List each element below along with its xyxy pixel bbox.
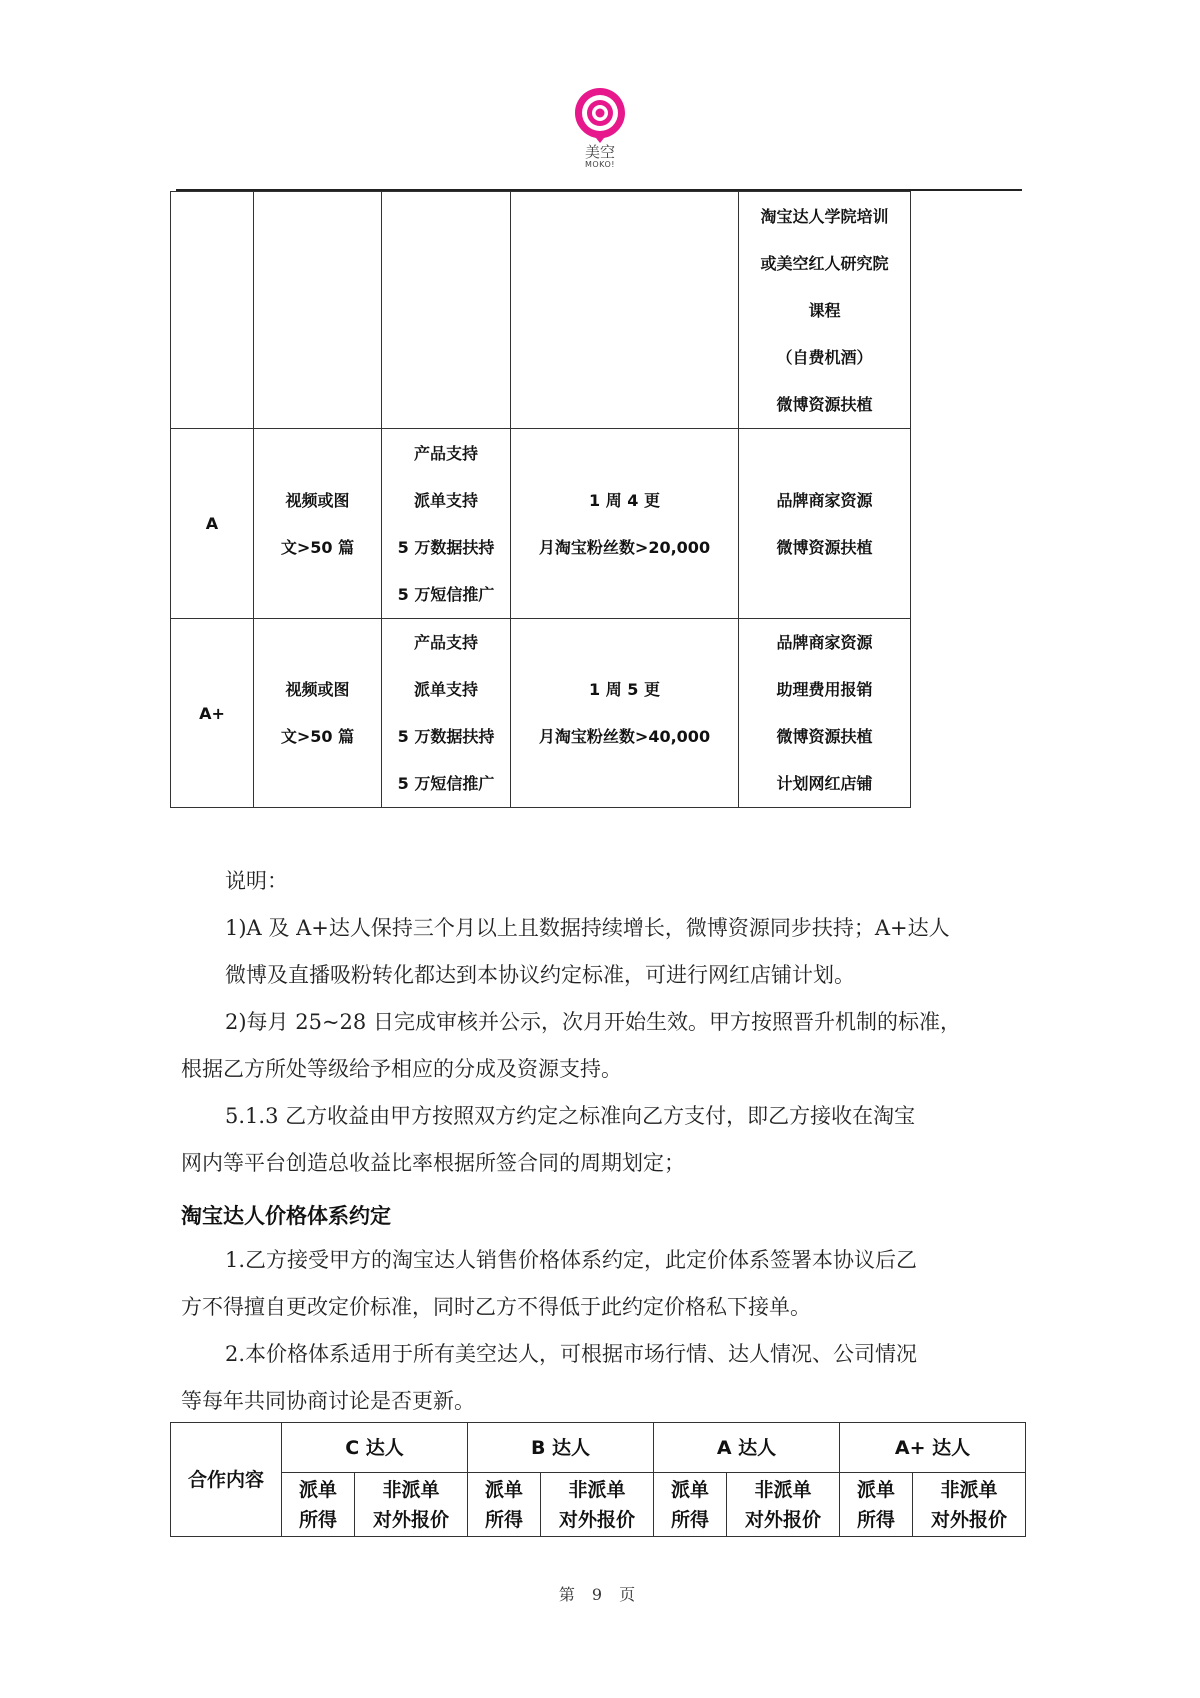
table-row [171, 429, 911, 619]
support-cell: 产品支持 派单支持 5 万数据扶持 5 万短信推广 [382, 619, 511, 808]
sub-header-dispatch: 派单 所得 [654, 1473, 727, 1537]
group-header-a-plus: A+ 达人 [840, 1423, 1026, 1473]
notes-block [181, 858, 1026, 1187]
notes-label: 说明： [225, 869, 288, 893]
level-cell: A [171, 429, 254, 619]
requirement-cell: 1 周 4 更 月淘宝粉丝数>20,000 [511, 429, 739, 619]
benefits-cell: 品牌商家资源 微博资源扶植 [739, 429, 911, 619]
content-cell: 视频或图 文>50 篇 [254, 619, 382, 808]
group-header-b: B 达人 [468, 1423, 654, 1473]
note-1-line-1: 1)A 及 A+达人保持三个月以上且数据持续增长，微博资源同步扶持；A+达人 [225, 916, 950, 940]
sub-header-external-quote: 非派单 对外报价 [355, 1473, 468, 1537]
price-p2-line-2: 等每年共同协商讨论是否更新。 [181, 1389, 475, 1413]
price-p2-line-1: 2.本价格体系适用于所有美空达人，可根据市场行情、达人情况、公司情况 [225, 1342, 918, 1366]
brand-logo [566, 86, 634, 186]
group-header-c: C 达人 [282, 1423, 468, 1473]
sub-header-external-quote: 非派单 对外报价 [541, 1473, 654, 1537]
benefits-cell: 品牌商家资源 助理费用报销 微博资源扶植 计划网红店铺 [739, 619, 911, 808]
note-2-line-1: 2)每月 25~28 日完成审核并公示，次月开始生效。甲方按照晋升机制的标准， [225, 1010, 961, 1034]
content-cell [254, 192, 382, 429]
level-cell: A+ [171, 619, 254, 808]
content-cell: 视频或图 文>50 篇 [254, 429, 382, 619]
corner-header: 合作内容 [171, 1423, 282, 1537]
requirement-cell: 1 周 5 更 月淘宝粉丝数>40,000 [511, 619, 739, 808]
note-2-line-2: 根据乙方所处等级给予相应的分成及资源支持。 [181, 1057, 622, 1081]
price-system-paragraphs [181, 1237, 1026, 1425]
requirement-cell [511, 192, 739, 429]
price-p1-line-2: 方不得擅自更改定价标准，同时乙方不得低于此约定价格私下接单。 [181, 1295, 811, 1319]
sub-header-dispatch: 派单 所得 [468, 1473, 541, 1537]
support-cell [382, 192, 511, 429]
sub-header-external-quote: 非派单 对外报价 [913, 1473, 1026, 1537]
group-header-a: A 达人 [654, 1423, 840, 1473]
note-1-line-2: 微博及直播吸粉转化都达到本协议约定标准，可进行网红店铺计划。 [225, 963, 855, 987]
benefits-cell: 淘宝达人学院培训 或美空红人研究院 课程 （自费机酒） 微博资源扶植 [739, 192, 911, 429]
clause-513-line-1: 5.1.3 乙方收益由甲方按照双方约定之标准向乙方支付，即乙方接收在淘宝 [225, 1104, 916, 1128]
table-subheader-row [171, 1473, 1026, 1537]
table-row [171, 192, 911, 429]
brand-name-en: MOKO! [584, 160, 615, 169]
target-pin-icon [573, 86, 627, 144]
table-header-row [171, 1423, 1026, 1473]
support-cell: 产品支持 派单支持 5 万数据扶持 5 万短信推广 [382, 429, 511, 619]
price-p1-line-1: 1.乙方接受甲方的淘宝达人销售价格体系约定，此定价体系签署本协议后乙 [225, 1248, 918, 1272]
level-cell [171, 192, 254, 429]
table-row [171, 619, 911, 808]
sub-header-external-quote: 非派单 对外报价 [727, 1473, 840, 1537]
sub-header-dispatch: 派单 所得 [282, 1473, 355, 1537]
clause-513-line-2: 网内等平台创造总收益比率根据所签合同的周期划定； [181, 1151, 685, 1175]
section-heading: 淘宝达人价格体系约定 [181, 1204, 391, 1228]
page-number: 第 9 页 [558, 1585, 642, 1604]
level-requirements-table [170, 191, 911, 808]
brand-name-cn: 美空 [584, 143, 615, 161]
price-system-table [170, 1422, 1026, 1537]
sub-header-dispatch: 派单 所得 [840, 1473, 913, 1537]
